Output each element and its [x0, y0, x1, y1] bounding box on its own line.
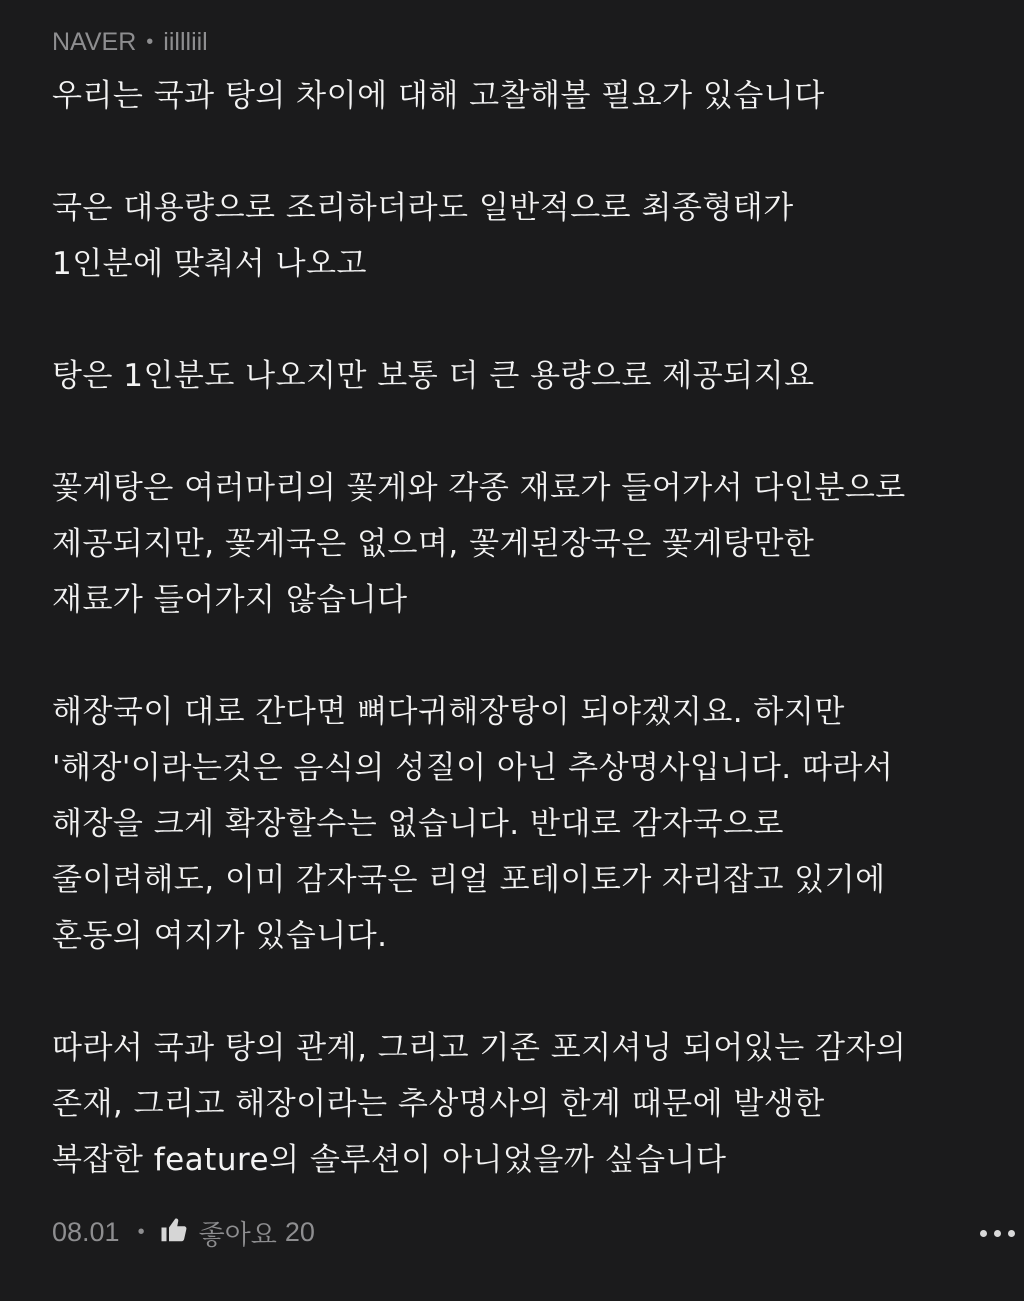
like-button[interactable]: [159, 1213, 315, 1252]
comment-line: 제공되지만, 꽃게국은 없으며, 꽃게된장국은 꽃게탕만한: [52, 526, 815, 562]
footer-separator: •: [137, 1220, 145, 1243]
comment-paragraph: [52, 460, 992, 628]
comment-line: 줄이려해도, 이미 감자국은 리얼 포테이토가 자리잡고 있기에: [52, 862, 886, 898]
comment-paragraph: [52, 1020, 992, 1188]
comment-meta: [52, 24, 1024, 60]
more-options-button[interactable]: [975, 1218, 1019, 1248]
comment-line: 국은 대용량으로 조리하더라도 일반적으로 최종형태가: [52, 190, 794, 226]
comment-paragraph: [52, 348, 992, 404]
comment-line: 1인분에 맞춰서 나오고: [52, 246, 367, 282]
comment-date: 08.01: [52, 1216, 120, 1247]
more-dot: [1008, 1230, 1015, 1237]
comment-line: '해장'이라는것은 음식의 성질이 아닌 추상명사입니다. 따라서: [52, 750, 894, 786]
comment-line: 우리는 국과 탕의 차이에 대해 고찰해볼 필요가 있습니다: [52, 78, 825, 114]
comment-line: 따라서 국과 탕의 관계, 그리고 기존 포지셔닝 되어있는 감자의: [52, 1030, 907, 1066]
thumbs-up-icon: [159, 1215, 189, 1245]
comment-paragraph: [52, 684, 992, 964]
more-dot: [994, 1230, 1001, 1237]
comment-line: 탕은 1인분도 나오지만 보통 더 큰 용량으로 제공되지요: [52, 358, 815, 394]
source-label: NAVER: [52, 27, 137, 56]
comment-body: [52, 68, 992, 1188]
comment-paragraph: [52, 68, 992, 124]
comment-line: 해장을 크게 확장할수는 없습니다. 반대로 감자국으로: [52, 806, 784, 842]
comment-footer: [52, 1212, 992, 1252]
comment-line: 복잡한 feature의 솔루션이 아니었을까 싶습니다: [52, 1142, 727, 1178]
comment-line: 꽃게탕은 여러마리의 꽃게와 각종 재료가 들어가서 다인분으로: [52, 470, 906, 506]
comment-line: 존재, 그리고 해장이라는 추상명사의 한계 때문에 발생한: [52, 1086, 825, 1122]
comment-line: 재료가 들어가지 않습니다: [52, 582, 408, 618]
comment-line: 해장국이 대로 간다면 뼈다귀해장탕이 되야겠지요. 하지만: [52, 694, 845, 730]
more-dots-icon: [980, 1230, 987, 1237]
comment-paragraph: [52, 180, 992, 292]
author-name[interactable]: iillliil: [163, 27, 208, 56]
comment-line: 혼동의 여지가 있습니다.: [52, 918, 388, 954]
meta-separator: •: [146, 30, 154, 53]
like-label: 좋아요: [198, 1219, 277, 1250]
like-count: 20: [284, 1216, 315, 1247]
